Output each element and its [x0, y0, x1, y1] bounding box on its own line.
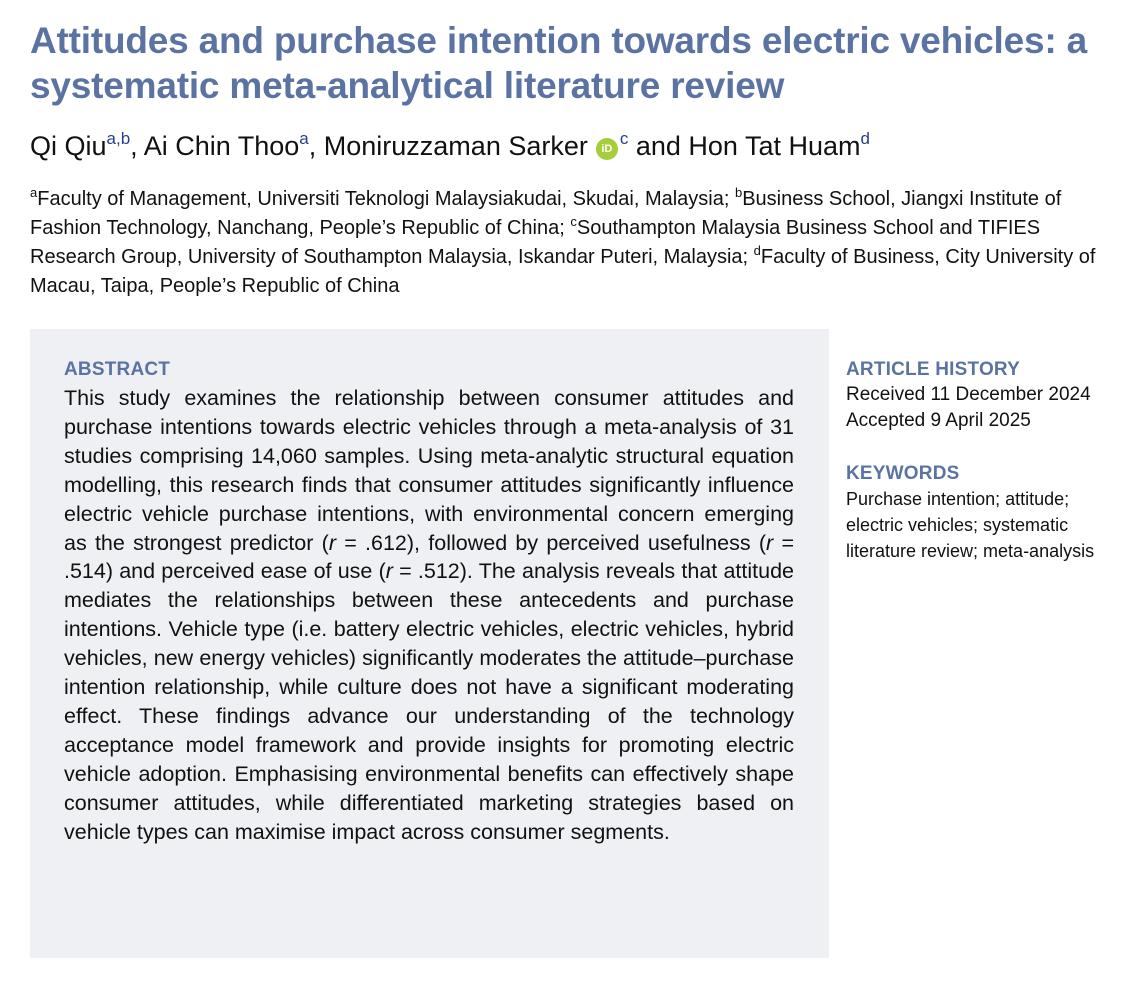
article-history: [846, 358, 1116, 434]
abstract-text-segment: = .612), followed by perceived usefulness (: [336, 530, 767, 555]
abstract-text-segment: = .512). The analysis reveals that attitude mediates the relationships between these antecedents and purchase intentions. Vehicle type (i.e. battery electric vehicles, electric vehicles, hybrid vehicles, new energy vehicles) significantly moderates the attitude–purchase intention relationship, while culture does not have a significant moderating effect. These findings advance our understanding of the technology acceptance model framework and provide insights for promoting electric vehicle adoption. Emphasising environmental benefits can effectively shape consumer attitudes, while differentiated marketing strategies based on vehicle types can maximise impact across consumer segments.: [64, 559, 794, 844]
abstract-text-segment: = .514) and perceived ease of use (: [64, 530, 795, 584]
author-separator: ,: [130, 131, 144, 161]
abstract-statistic-symbol: r: [385, 559, 393, 584]
abstract-heading: ABSTRACT: [64, 359, 171, 380]
author-affiliation-marker[interactable]: c: [619, 129, 629, 148]
keywords: [846, 462, 1116, 564]
affiliation-text: Business School, Jiangxi Institute of Fashion Technology, Nanchang, People’s Republic of China;: [30, 188, 1062, 239]
affiliation-marker: b: [734, 185, 743, 200]
author-affiliation-marker[interactable]: a,b: [106, 129, 131, 148]
author-affiliation-marker[interactable]: a: [299, 129, 309, 148]
author-separator: ,: [308, 131, 324, 161]
affiliation-marker: d: [753, 243, 761, 258]
author-name[interactable]: Qi Qiu: [30, 131, 107, 161]
abstract-statistic-symbol: r: [766, 530, 774, 555]
orcid-icon[interactable]: iD: [596, 138, 618, 160]
abstract-text-segment: This study examines the relationship between consumer attitudes and purchase intentions towards electric vehicles through a meta-analysis of 31 studies comprising 14,060 samples. Using meta-analytic structural equation modelling, this research finds that consumer attitudes significantly influence electric vehicle purchase intentions, with environmental concern emerging as the strongest predictor (: [64, 386, 794, 555]
author-name[interactable]: Hon Tat Huam: [688, 131, 861, 161]
abstract-text: [64, 384, 794, 847]
author-name[interactable]: Ai Chin Thoo: [143, 131, 300, 161]
author-separator: and: [628, 131, 689, 161]
keywords-list: Purchase intention; attitude; electric vehicles; systematic literature review; meta-analysis: [846, 489, 1095, 561]
received-date: Received 11 December 2024: [846, 384, 1091, 405]
affiliations: [30, 185, 1115, 301]
affiliation-marker: a: [30, 185, 38, 200]
article-title: Attitudes and purchase intention towards electric vehicles: a systematic meta-analytical literature review: [30, 20, 1087, 106]
accepted-date: Accepted 9 April 2025: [846, 410, 1031, 431]
article-history-heading: ARTICLE HISTORY: [846, 359, 1021, 380]
keywords-heading: KEYWORDS: [846, 463, 960, 484]
affiliation-marker: c: [570, 214, 577, 229]
abstract-statistic-symbol: r: [328, 530, 336, 555]
article-sidebar: [846, 358, 1116, 564]
affiliation-text: Faculty of Business, City University of Macau, Taipa, People’s Republic of China: [30, 246, 1096, 297]
affiliation-text: Southampton Malaysia Business School and TIFIES Research Group, University of Southampton Malaysia, Iskandar Puteri, Malaysia;: [30, 217, 1041, 268]
affiliation-text: Faculty of Management, Universiti Teknologi Malaysiakudai, Skudai, Malaysia;: [37, 188, 735, 210]
abstract-panel: [30, 329, 829, 958]
author-affiliation-marker[interactable]: d: [860, 129, 870, 148]
author-name[interactable]: Moniruzzaman Sarker: [323, 131, 588, 161]
author-list: [30, 128, 1120, 164]
